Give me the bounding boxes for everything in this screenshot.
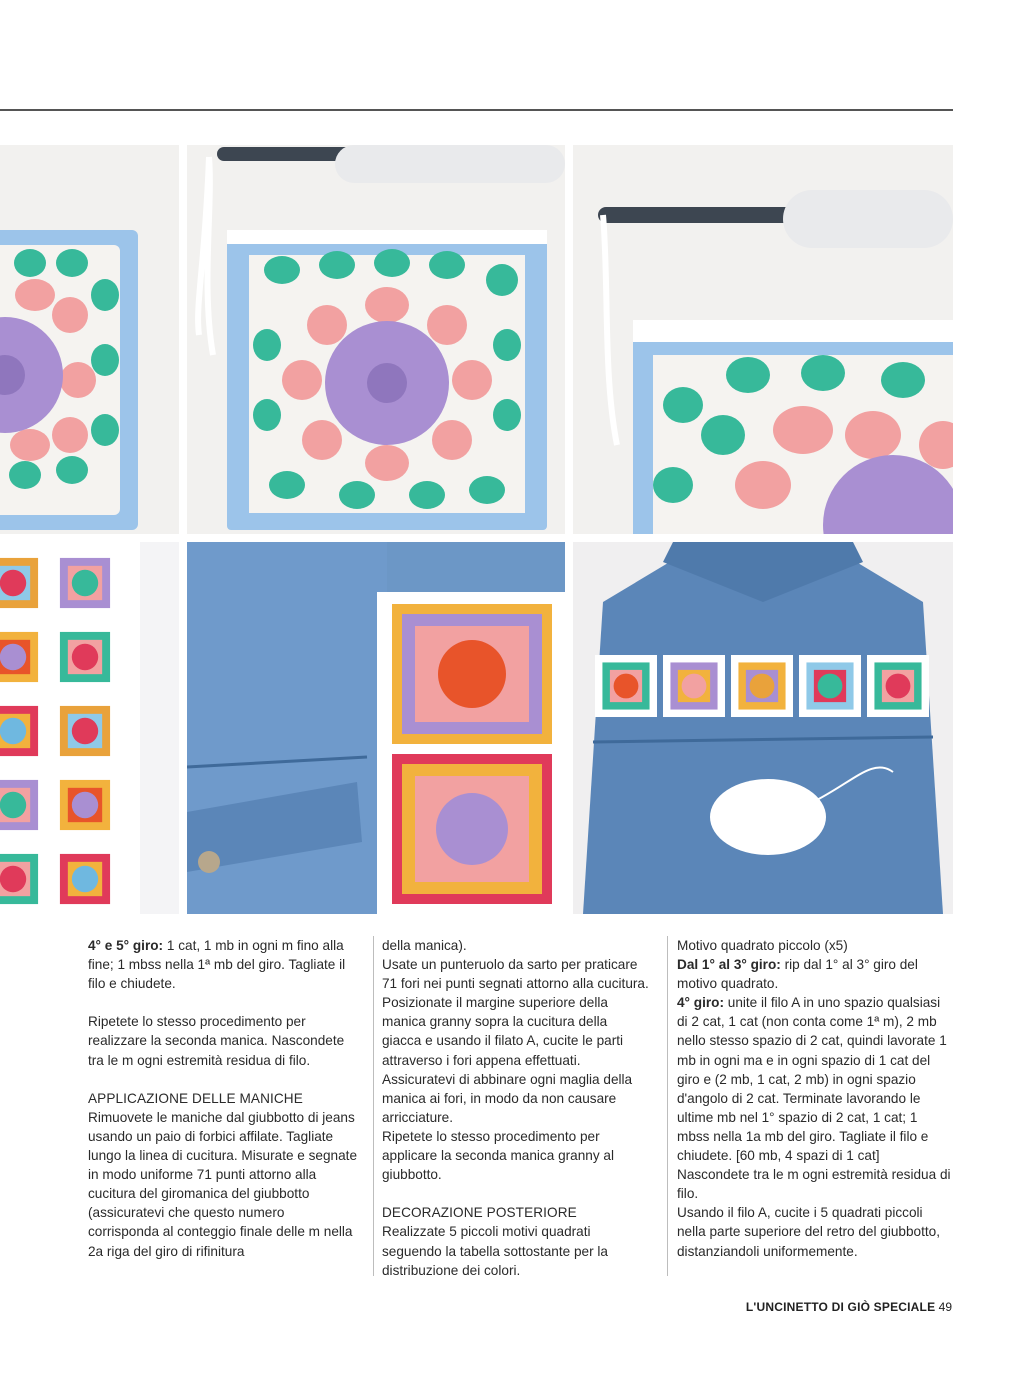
top-rule xyxy=(0,109,953,111)
bold-label: 4° e 5° giro: xyxy=(88,938,164,953)
photo-granny-sleeve xyxy=(0,542,179,914)
photo-granny-square-with-hook xyxy=(187,145,565,534)
section-heading-sleeves: APPLICAZIONE DELLE MANICHE xyxy=(88,1090,303,1106)
column-divider-1 xyxy=(373,936,374,1276)
paragraph-round-4 xyxy=(677,993,953,1165)
bold-label: 4° giro: xyxy=(677,995,724,1011)
paragraph-small-square-title: Motivo quadrato piccolo (x5) xyxy=(677,938,848,953)
paragraph-repeat-second-sleeve: Ripetete lo stesso procedimento per applicare la seconda manica granny al giubbotto. xyxy=(382,1128,614,1183)
page-footer xyxy=(746,1300,952,1314)
paragraph-small-motifs: Realizzate 5 piccoli motivi quadrati seguendo la tabella sottostante per la distribuzione dei colori. xyxy=(382,1224,608,1278)
bold-label: Dal 1° al 3° giro: xyxy=(677,957,781,973)
section-heading-back-decoration: DECORAZIONE POSTERIORE xyxy=(382,1205,577,1221)
photo-jacket-back xyxy=(573,542,953,914)
paragraph-sleeve-application: Rimuovete le maniche dal giubbotto di jeans usando un paio di forbici affilate. Tagliate lungo la linea di cucitura. Misurate e segnate in modo uniforme 71 punti attorno alla cucitura del giromanica del giubbotto (assicuratevi che questo numero corrisponda al conteggio finale delle m nella 2a riga del giro di rifinitura xyxy=(88,1109,358,1259)
paragraph-repeat-sleeve: Ripetete lo stesso procedimento per realizzare la seconda manica. Nascondete tra le m ogni estremità residua di filo. xyxy=(88,1014,345,1068)
paragraph-awl-holes: Usate un punteruolo da sarto per praticare 71 fori nei punti segnati attorno alla cucitura. Posizionate il margine superiore della manica granny sopra la cucitura della giacca e usando il filato A, cucite le parti attraverso i fori appena effettuati. Assicuratevi di abbinare ogni maglia della manica ai fori, in modo da non causare arricciature. xyxy=(382,957,649,1125)
column-divider-2 xyxy=(667,936,668,1276)
paragraph-hide-ends: Nascondete tra le m ogni estremità residua di filo. xyxy=(677,1167,951,1202)
magazine-title: L'UNCINETTO DI GIÒ SPECIALE xyxy=(745,1300,936,1314)
paragraph-sleeve-continued: della manica). xyxy=(382,938,467,953)
text-column-2 xyxy=(382,936,650,1280)
paragraph-text: unite il filo A in uno spazio qualsiasi di 2 cat, 1 cat (non conta come 1ª m), 2 mb nello stesso spazio di 2 cat, quindi lavorate 1 mb in ogni ma e in ogni spazio di 1 cat del giro e (2 mb, 1 cat, 2 mb) in ogni spazio d'angolo di 2 cat. Terminate lavorando le ultime mb nel 1° spazio di 2 cat, 1 cat; 1 mbss nella 1a mb del giro. Tagliate il filo e chiudete. [60 mb, 4 spazi di 1 cat] xyxy=(677,995,947,1164)
text-column-1 xyxy=(88,936,358,1261)
page-number: 49 xyxy=(938,1300,952,1314)
photo-sleeve-on-jacket xyxy=(187,542,565,914)
photo-square-border-closeup xyxy=(573,145,953,534)
text-column-3 xyxy=(677,936,953,1261)
paragraph-sew-squares: Usando il filo A, cucite i 5 quadrati piccoli nella parte superiore del retro del giubbotto, distanziandoli uniformemente. xyxy=(677,1205,940,1259)
paragraph-text: 1 cat, 1 mb in ogni m fino alla fine; 1 mbss nella 1ª mb del giro. Tagliate il filo e chiudete. xyxy=(88,938,346,992)
paragraph-rounds-4-5 xyxy=(88,936,358,993)
paragraph-text: rip dal 1° al 3° giro del motivo quadrato. xyxy=(677,957,918,992)
paragraph-rounds-1-3 xyxy=(677,955,953,993)
photo-granny-square-partial xyxy=(0,145,179,534)
